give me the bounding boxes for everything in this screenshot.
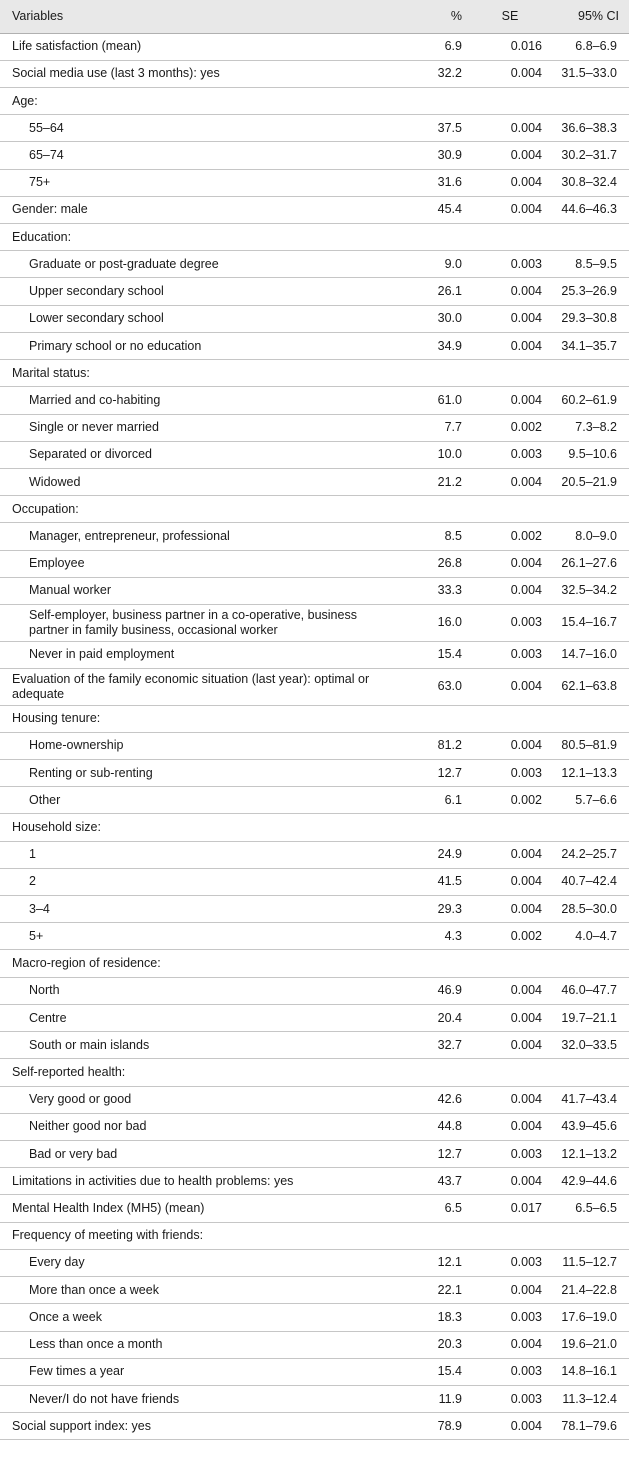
table-row [0,196,629,223]
ci-cell: 20.5–21.9 [561,474,617,489]
ci-cell: 8.0–9.0 [575,529,617,544]
table-row [0,1358,629,1385]
percent-cell: 32.7 [437,1037,462,1052]
se-cell [476,705,544,732]
variable-cell: 65–74 [29,147,64,162]
percent-cell: 18.3 [437,1309,462,1324]
variable-cell: Housing tenure: [12,711,101,726]
table-row [0,305,629,332]
ci-cell: 25.3–26.9 [561,284,617,299]
table-row [0,641,629,668]
table-header [0,0,629,33]
variable-cell: South or main islands [29,1037,150,1052]
variable-cell: Neither good nor bad [29,1119,147,1134]
header-percent: % [391,0,476,33]
percent-cell: 81.2 [437,738,462,753]
se-cell [476,950,544,977]
ci-cell: 6.5–6.5 [575,1201,617,1216]
percent-cell [391,360,476,387]
percent-cell: 9.0 [444,256,462,271]
se-cell: 0.016 [510,39,542,54]
ci-cell: 41.7–43.4 [561,1092,617,1107]
se-cell: 0.003 [510,256,542,271]
ci-cell [544,360,629,387]
se-cell: 0.004 [510,738,542,753]
variable-cell: Social media use (last 3 months): yes [12,66,220,81]
percent-cell: 4.3 [444,928,462,943]
ci-cell: 14.7–16.0 [561,647,617,662]
se-cell: 0.004 [510,120,542,135]
percent-cell [391,224,476,251]
table-row [0,523,629,550]
variable-cell: Employee [29,556,85,571]
percent-cell: 22.1 [437,1282,462,1297]
ci-cell [544,950,629,977]
ci-cell: 32.0–33.5 [561,1037,617,1052]
se-cell: 0.002 [510,792,542,807]
se-cell: 0.003 [510,1255,542,1270]
se-cell: 0.003 [510,1364,542,1379]
se-cell: 0.003 [510,447,542,462]
table-row [0,814,629,841]
table-row [0,1059,629,1086]
percent-cell [391,496,476,523]
ci-cell: 32.5–34.2 [561,583,617,598]
percent-cell: 61.0 [437,392,462,407]
percent-cell: 32.2 [437,66,462,81]
ci-cell: 42.9–44.6 [561,1173,617,1188]
percent-cell [391,87,476,114]
ci-cell: 29.3–30.8 [561,311,617,326]
table-row [0,496,629,523]
ci-cell [544,87,629,114]
header-se: SE [476,0,544,33]
variable-cell: Widowed [29,474,81,489]
variable-cell: North [29,983,60,998]
ci-cell: 11.5–12.7 [562,1255,617,1270]
se-cell: 0.002 [510,420,542,435]
variable-cell: Manager, entrepreneur, professional [29,529,230,544]
se-cell: 0.004 [510,1337,542,1352]
variable-cell: Separated or divorced [29,447,152,462]
percent-cell: 11.9 [438,1391,462,1406]
table-row [0,387,629,414]
percent-cell: 33.3 [437,583,462,598]
table-row [0,1385,629,1412]
variable-cell: More than once a week [29,1282,159,1297]
se-cell: 0.004 [510,983,542,998]
percent-cell: 8.5 [444,529,462,544]
table-row [0,1032,629,1059]
header-row [0,0,629,33]
table-row [0,1086,629,1113]
se-cell [476,87,544,114]
variable-cell: Life satisfaction (mean) [12,39,142,54]
table-row [0,1331,629,1358]
se-cell [476,1222,544,1249]
ci-cell: 19.7–21.1 [561,1010,617,1025]
ci-cell [544,1059,629,1086]
table-row [0,605,629,642]
se-cell: 0.004 [510,474,542,489]
header-ci: 95% CI [544,0,629,33]
table-row [0,977,629,1004]
se-cell [476,496,544,523]
se-cell: 0.003 [510,615,542,630]
table-row [0,732,629,759]
se-cell: 0.004 [510,202,542,217]
percent-cell: 6.1 [444,792,462,807]
se-cell: 0.004 [510,556,542,571]
variable-cell: 75+ [29,175,51,190]
ci-cell: 9.5–10.6 [568,447,617,462]
se-cell: 0.004 [510,284,542,299]
ci-cell: 60.2–61.9 [561,392,617,407]
table-row [0,759,629,786]
table-row [0,87,629,114]
table-row [0,1249,629,1276]
percent-cell: 7.7 [444,420,462,435]
se-cell [476,814,544,841]
se-cell: 0.003 [510,1391,542,1406]
ci-cell: 24.2–25.7 [561,847,617,862]
percent-cell: 30.0 [437,311,462,326]
ci-cell: 5.7–6.6 [575,792,617,807]
ci-cell: 80.5–81.9 [561,738,617,753]
se-cell [476,224,544,251]
variable-cell: Limitations in activities due to health problems: yes [12,1173,294,1188]
percent-cell: 6.9 [444,39,462,54]
table-row [0,1195,629,1222]
ci-cell: 11.3–12.4 [562,1391,617,1406]
ci-cell: 30.8–32.4 [561,175,617,190]
variable-cell: Education: [12,229,72,244]
percent-cell: 43.7 [437,1173,462,1188]
percent-cell [391,814,476,841]
variable-cell: Centre [29,1010,67,1025]
percent-cell: 20.4 [437,1010,462,1025]
ci-cell: 4.0–4.7 [575,928,617,943]
ci-cell: 36.6–38.3 [561,120,617,135]
variable-cell: Upper secondary school [29,284,164,299]
percent-cell: 45.4 [437,202,462,217]
ci-cell: 26.1–27.6 [561,556,617,571]
ci-cell [544,224,629,251]
se-cell: 0.004 [510,847,542,862]
variable-cell: Renting or sub-renting [29,765,153,780]
se-cell: 0.004 [510,66,542,81]
se-cell: 0.004 [510,147,542,162]
table-row [0,868,629,895]
percent-cell: 41.5 [437,874,462,889]
variable-cell: 55–64 [29,120,64,135]
se-cell: 0.004 [510,1282,542,1297]
ci-cell [544,1222,629,1249]
percent-cell: 30.9 [437,147,462,162]
ci-cell: 30.2–31.7 [561,147,617,162]
table-row [0,169,629,196]
percent-cell: 15.4 [437,647,462,662]
table-row [0,414,629,441]
se-cell: 0.004 [510,1119,542,1134]
table-row [0,332,629,359]
se-cell: 0.004 [510,1037,542,1052]
ci-cell: 17.6–19.0 [561,1309,617,1324]
table-row [0,1413,629,1440]
ci-cell: 31.5–33.0 [561,66,617,81]
variable-cell: Never/I do not have friends [29,1391,180,1406]
percent-cell: 10.0 [437,447,462,462]
table-body [0,33,629,1440]
variable-cell: Mental Health Index (MH5) (mean) [12,1201,205,1216]
se-cell: 0.003 [510,647,542,662]
variable-cell: Social support index: yes [12,1418,151,1433]
variable-cell: Home-ownership [29,738,124,753]
se-cell: 0.004 [510,311,542,326]
variable-cell: Single or never married [29,420,159,435]
se-cell: 0.004 [510,1418,542,1433]
se-cell: 0.003 [510,765,542,780]
table-row [0,577,629,604]
variable-cell: 1 [29,847,36,862]
percent-cell: 29.3 [437,901,462,916]
table-row [0,1141,629,1168]
ci-cell: 7.3–8.2 [575,420,617,435]
se-cell: 0.004 [510,583,542,598]
variable-cell: 2 [29,874,36,889]
variable-cell: Other [29,792,61,807]
percent-cell: 26.8 [437,556,462,571]
se-cell: 0.004 [510,392,542,407]
percent-cell: 15.4 [437,1364,462,1379]
variable-cell: 3–4 [29,901,50,916]
ci-cell: 78.1–79.6 [561,1418,617,1433]
ci-cell [544,705,629,732]
percent-cell: 42.6 [437,1092,462,1107]
ci-cell: 62.1–63.8 [561,679,617,694]
percent-cell: 63.0 [437,679,462,694]
se-cell: 0.004 [510,1010,542,1025]
se-cell: 0.003 [510,1146,542,1161]
variable-cell: Household size: [12,819,101,834]
ci-cell: 46.0–47.7 [561,983,617,998]
percent-cell: 12.1 [437,1255,462,1270]
table-row [0,278,629,305]
se-cell [476,1059,544,1086]
table-row [0,950,629,977]
percent-cell: 21.2 [437,474,462,489]
ci-cell: 40.7–42.4 [561,874,617,889]
ci-cell: 28.5–30.0 [561,901,617,916]
ci-cell: 8.5–9.5 [575,256,617,271]
variable-cell: Never in paid employment [29,647,175,662]
ci-cell: 34.1–35.7 [561,338,617,353]
se-cell: 0.004 [510,874,542,889]
percent-cell [391,705,476,732]
table-row [0,550,629,577]
table-row [0,142,629,169]
percent-cell: 20.3 [437,1337,462,1352]
variable-cell: Graduate or post-graduate degree [29,256,219,271]
se-cell: 0.002 [510,529,542,544]
variable-cell: Self-employer, business partner in a co-operative, business partner in family business, occasional worker [29,607,357,637]
table-row [0,896,629,923]
percent-cell: 34.9 [437,338,462,353]
table-row [0,787,629,814]
se-cell [476,360,544,387]
ci-cell: 19.6–21.0 [561,1337,617,1352]
variable-cell: Macro-region of residence: [12,956,161,971]
table-row [0,469,629,496]
table-row [0,441,629,468]
table-row [0,360,629,387]
table-row [0,841,629,868]
percent-cell: 24.9 [437,847,462,862]
ci-cell: 14.8–16.1 [561,1364,617,1379]
variable-cell: Lower secondary school [29,311,164,326]
se-cell: 0.004 [510,1173,542,1188]
percent-cell: 37.5 [437,120,462,135]
ci-cell: 21.4–22.8 [561,1282,617,1297]
table-row [0,251,629,278]
se-cell: 0.004 [510,1092,542,1107]
ci-cell: 6.8–6.9 [575,39,617,54]
se-cell: 0.017 [510,1201,542,1216]
variable-cell: Few times a year [29,1364,125,1379]
variable-cell: Less than once a month [29,1337,163,1352]
variable-cell: Married and co-habiting [29,392,161,407]
ci-cell: 44.6–46.3 [561,202,617,217]
variable-cell: Age: [12,93,38,108]
variable-cell: Gender: male [12,202,88,217]
table-row [0,705,629,732]
variable-cell: Manual worker [29,583,111,598]
variable-cell: Primary school or no education [29,338,202,353]
variable-cell: Frequency of meeting with friends: [12,1228,204,1243]
ci-cell [544,814,629,841]
variable-cell: Self-reported health: [12,1064,126,1079]
variable-cell: Very good or good [29,1092,132,1107]
table-row [0,1304,629,1331]
percent-cell: 12.7 [437,765,462,780]
se-cell: 0.004 [510,679,542,694]
se-cell: 0.004 [510,338,542,353]
table-row [0,60,629,87]
variable-cell: 5+ [29,928,44,943]
table-row [0,668,629,705]
table-row [0,115,629,142]
table-row [0,1004,629,1031]
table-row [0,33,629,60]
ci-cell: 12.1–13.2 [561,1146,617,1161]
percent-cell: 78.9 [437,1418,462,1433]
variable-cell: Bad or very bad [29,1146,118,1161]
table-row [0,1222,629,1249]
se-cell: 0.004 [510,901,542,916]
ci-cell: 12.1–13.3 [561,765,617,780]
percent-cell [391,1059,476,1086]
se-cell: 0.003 [510,1309,542,1324]
se-cell: 0.002 [510,928,542,943]
percent-cell [391,1222,476,1249]
table-row [0,224,629,251]
variable-cell: Occupation: [12,501,79,516]
percent-cell: 46.9 [437,983,462,998]
ci-cell [544,496,629,523]
table-row [0,1277,629,1304]
percent-cell [391,950,476,977]
percent-cell: 31.6 [437,175,462,190]
percent-cell: 12.7 [437,1146,462,1161]
percent-cell: 16.0 [437,615,462,630]
table-row [0,1113,629,1140]
table-row [0,1168,629,1195]
variable-cell: Marital status: [12,365,90,380]
ci-cell: 15.4–16.7 [561,615,617,630]
table-row [0,923,629,950]
ci-cell: 43.9–45.6 [561,1119,617,1134]
percent-cell: 26.1 [437,284,462,299]
variable-cell: Once a week [29,1309,102,1324]
header-variables: Variables [0,0,391,33]
se-cell: 0.004 [510,175,542,190]
variable-cell: Every day [29,1255,85,1270]
percent-cell: 6.5 [444,1201,462,1216]
percent-cell: 44.8 [437,1119,462,1134]
variable-cell: Evaluation of the family economic situation (last year): optimal or adequate [12,671,370,701]
